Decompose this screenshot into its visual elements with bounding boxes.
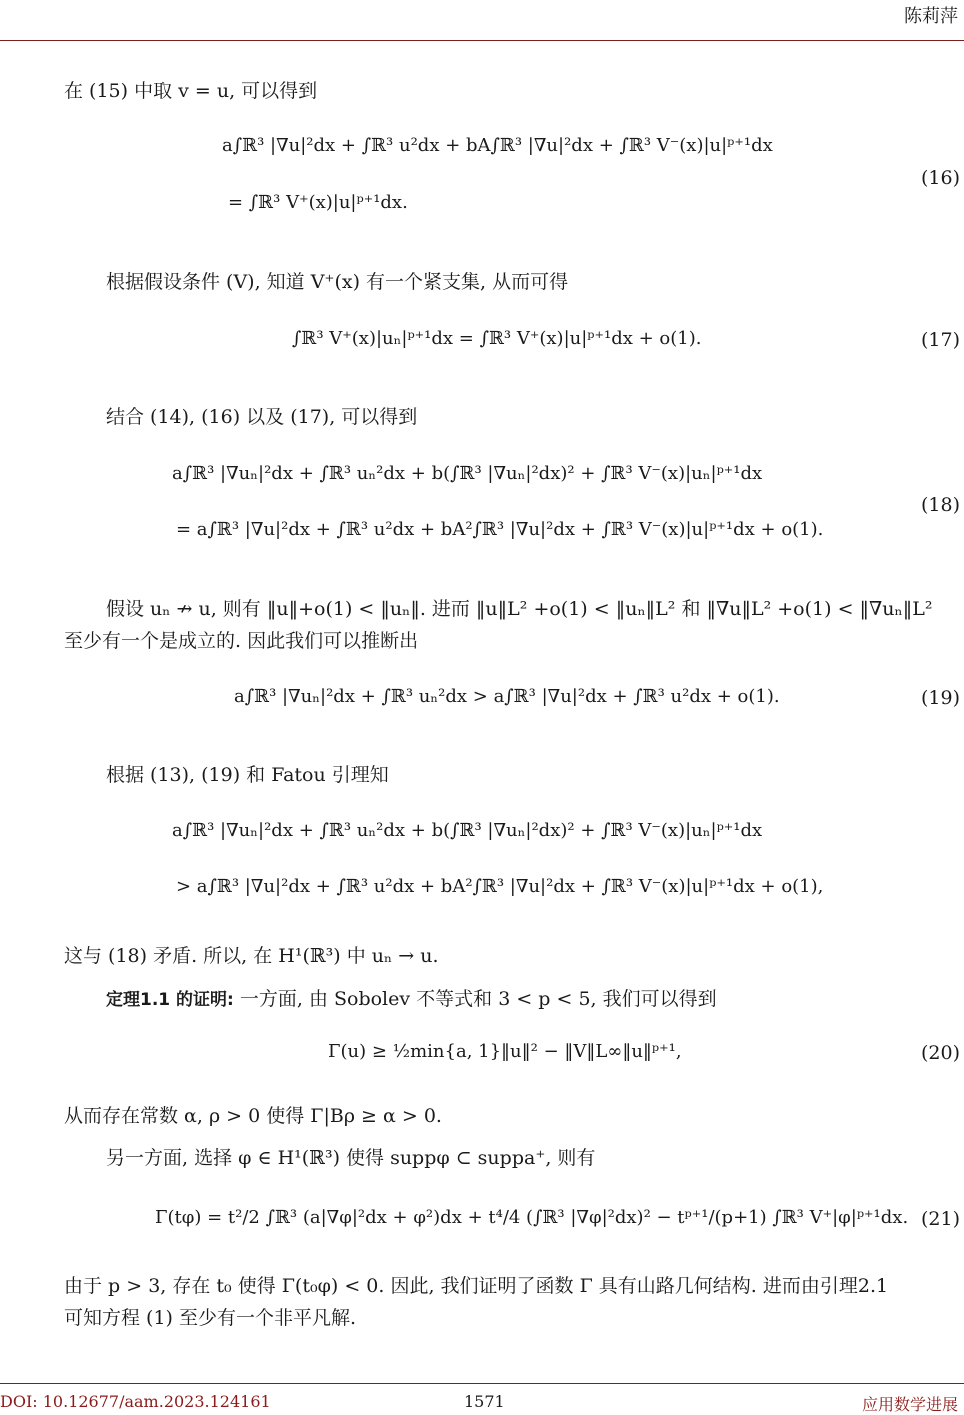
paragraph: 由于 p > 3, 存在 t₀ 使得 Γ(t₀φ) < 0. 因此, 我们证明了函数 Γ 具有山路几何结构. 进而由引理2.1 [64, 1275, 889, 1297]
proof-label: 定理1.1 的证明: [106, 990, 234, 1010]
equation-line: a∫ℝ³ |∇u|²dx + ∫ℝ³ u²dx + bA∫ℝ³ |∇u|²dx + ∫ℝ³ V⁻(x)|u|ᵖ⁺¹dx [222, 135, 773, 156]
paragraph: 从而存在常数 α, ρ > 0 使得 Γ|Bρ ≥ α > 0. [64, 1105, 442, 1127]
proof-paragraph [106, 984, 717, 1011]
header-rule [0, 40, 964, 41]
equation-line: Γ(tφ) = t²/2 ∫ℝ³ (a|∇φ|²dx + φ²)dx + t⁴/4 (∫ℝ³ |∇φ|²dx)² − tᵖ⁺¹/(p+1) ∫ℝ³ V⁺|φ|ᵖ⁺¹dx. [155, 1207, 909, 1228]
paragraph: 另一方面, 选择 φ ∈ H¹(ℝ³) 使得 suppφ ⊂ suppa⁺, 则有 [106, 1147, 596, 1169]
equation-number: (20) [920, 1042, 960, 1064]
equation-number: (16) [920, 167, 960, 189]
equation-number: (18) [920, 494, 960, 516]
paragraph: 结合 (14), (16) 以及 (17), 可以得到 [106, 406, 418, 428]
equation-line: a∫ℝ³ |∇uₙ|²dx + ∫ℝ³ uₙ²dx > a∫ℝ³ |∇u|²dx + ∫ℝ³ u²dx + o(1). [234, 686, 780, 707]
equation-line: ∫ℝ³ V⁺(x)|uₙ|ᵖ⁺¹dx = ∫ℝ³ V⁺(x)|u|ᵖ⁺¹dx + o(1). [292, 328, 702, 349]
paragraph-text: 一方面, 由 Sobolev 不等式和 3 < p < 5, 我们可以得到 [233, 988, 717, 1010]
equation-line: a∫ℝ³ |∇uₙ|²dx + ∫ℝ³ uₙ²dx + b(∫ℝ³ |∇uₙ|²dx)² + ∫ℝ³ V⁻(x)|uₙ|ᵖ⁺¹dx [172, 463, 763, 484]
equation-line: > a∫ℝ³ |∇u|²dx + ∫ℝ³ u²dx + bA²∫ℝ³ |∇u|²dx + ∫ℝ³ V⁻(x)|u|ᵖ⁺¹dx + o(1), [176, 876, 824, 897]
equation-line: Γ(u) ≥ ½min{a, 1}‖u‖² − ‖V‖L∞‖u‖ᵖ⁺¹, [328, 1041, 682, 1062]
paragraph: 根据假设条件 (V), 知道 V⁺(x) 有一个紧支集, 从而可得 [106, 271, 569, 293]
equation-number: (19) [920, 687, 960, 709]
doi-link[interactable]: DOI: 10.12677/aam.2023.124161 [0, 1392, 271, 1411]
equation-number: (17) [920, 329, 960, 351]
equation-line: = a∫ℝ³ |∇u|²dx + ∫ℝ³ u²dx + bA²∫ℝ³ |∇u|²dx + ∫ℝ³ V⁻(x)|u|ᵖ⁺¹dx + o(1). [176, 519, 824, 540]
paragraph: 可知方程 (1) 至少有一个非平凡解. [64, 1307, 357, 1329]
running-header-author: 陈莉萍 [904, 6, 958, 27]
footer-rule [0, 1383, 964, 1384]
paragraph: 至少有一个是成立的. 因此我们可以推断出 [64, 630, 419, 652]
paragraph: 根据 (13), (19) 和 Fatou 引理知 [106, 764, 389, 786]
equation-number: (21) [920, 1208, 960, 1230]
paragraph: 这与 (18) 矛盾. 所以, 在 H¹(ℝ³) 中 uₙ → u. [64, 945, 439, 967]
journal-link[interactable]: 应用数学进展 [861, 1395, 958, 1414]
paragraph: 在 (15) 中取 v = u, 可以得到 [64, 80, 318, 102]
paragraph: 假设 uₙ ↛ u, 则有 ‖u‖+o(1) < ‖uₙ‖. 进而 ‖u‖L² +o(1) < ‖uₙ‖L² 和 ‖∇u‖L² +o(1) < ‖∇uₙ‖L² [106, 598, 933, 620]
equation-line: = ∫ℝ³ V⁺(x)|u|ᵖ⁺¹dx. [228, 192, 408, 213]
page-number: 1571 [464, 1392, 505, 1411]
equation-line: a∫ℝ³ |∇uₙ|²dx + ∫ℝ³ uₙ²dx + b(∫ℝ³ |∇uₙ|²dx)² + ∫ℝ³ V⁻(x)|uₙ|ᵖ⁺¹dx [172, 820, 763, 841]
